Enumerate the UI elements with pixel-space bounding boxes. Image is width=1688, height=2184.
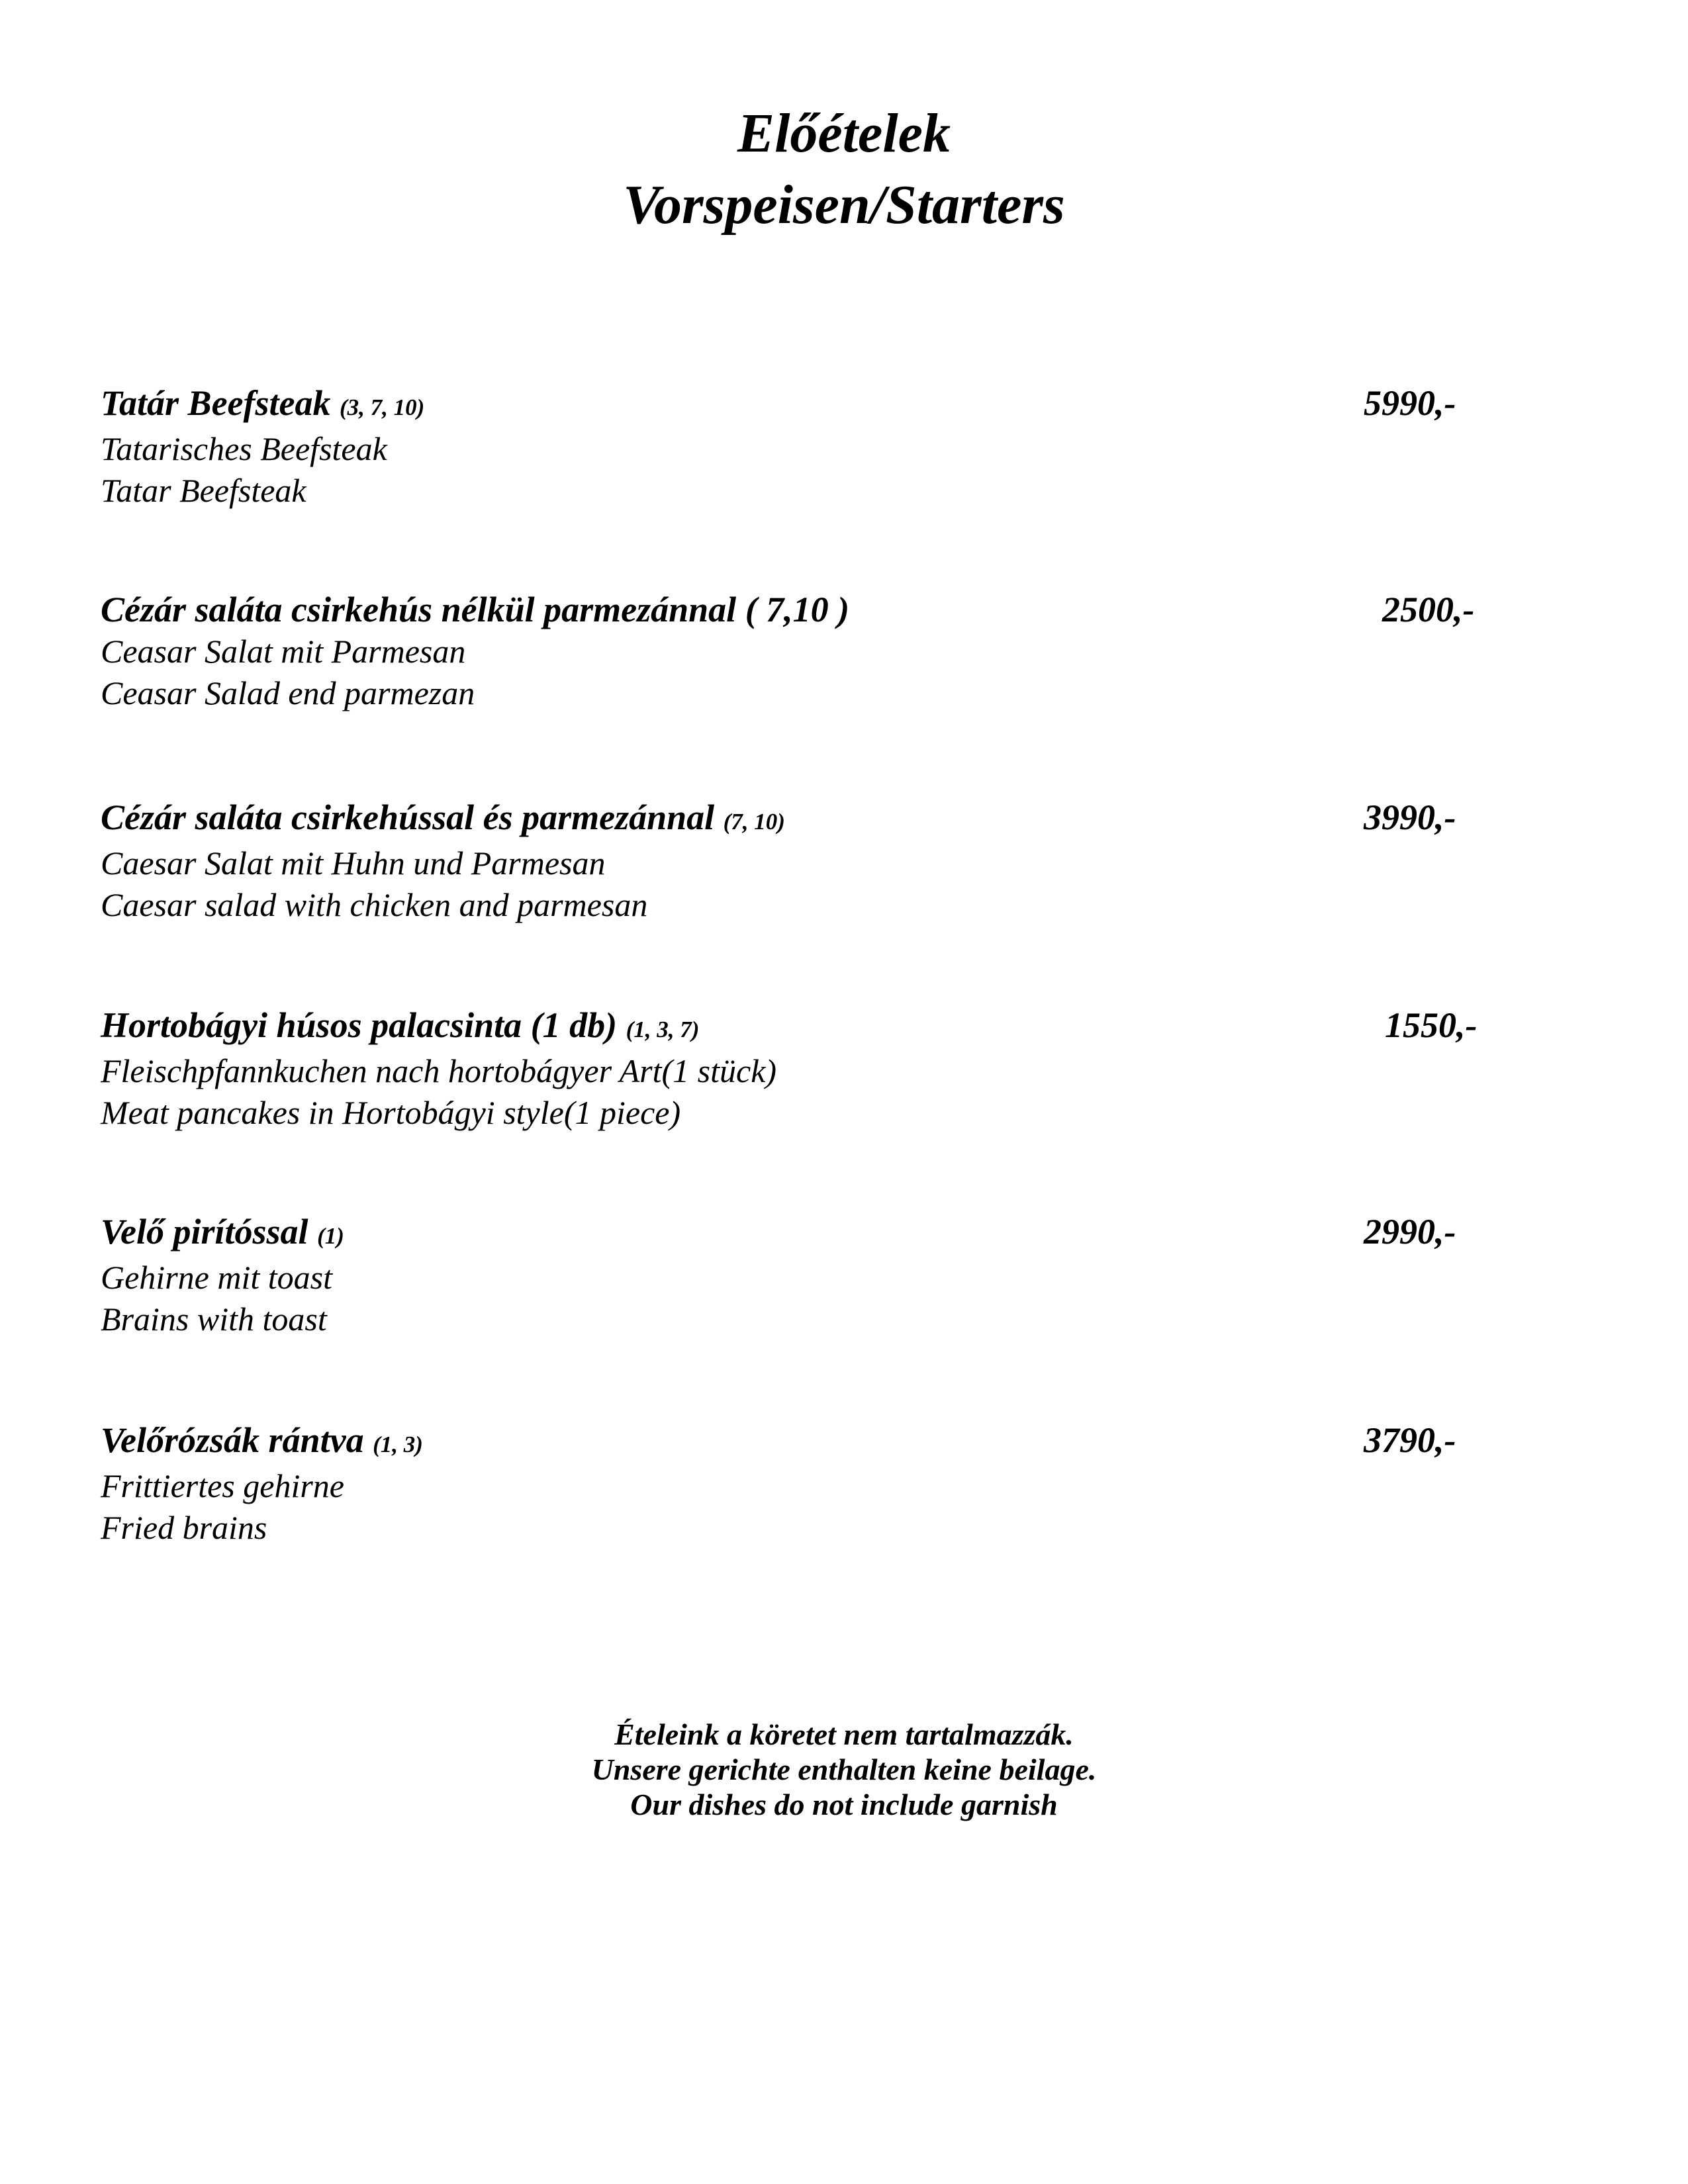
item-allergens: (1, 3)	[373, 1432, 423, 1457]
garnish-note-english: Our dishes do not include garnish	[630, 1788, 1058, 1821]
page-subtitle: Vorspeisen/Starters	[623, 174, 1065, 236]
item-name-line	[101, 1005, 1524, 1050]
item-name-german: Caesar Salat mit Huhn und Parmesan	[101, 844, 606, 882]
item-name: Tatár Beefsteak	[101, 383, 331, 423]
item-allergens: ( 7,10 )	[745, 590, 850, 629]
page-title: Előételek	[737, 103, 951, 164]
item-name-german: Gehirne mit toast	[101, 1259, 332, 1296]
garnish-note	[0, 1717, 1688, 1822]
item-allergens: (7, 10)	[723, 809, 785, 835]
item-name-german: Ceasar Salat mit Parmesan	[101, 633, 466, 670]
item-price: 5990,-	[1364, 383, 1456, 423]
item-name-line	[101, 589, 1524, 631]
menu-item	[101, 797, 1524, 926]
item-name-german: Tatarisches Beefsteak	[101, 430, 387, 467]
item-name-line	[101, 1211, 1524, 1257]
item-name-line	[101, 383, 1524, 428]
item-allergens: (3, 7, 10)	[339, 394, 425, 420]
item-name-german: Fleischpfannkuchen nach hortobágyer Art(1 stück)	[101, 1052, 777, 1089]
item-price: 1550,-	[1385, 1005, 1477, 1045]
menu-item	[101, 383, 1524, 512]
item-name-english: Brains with toast	[101, 1300, 327, 1338]
item-price: 3790,-	[1364, 1420, 1456, 1460]
item-name: Velőrózsák rántva	[101, 1420, 364, 1460]
item-price: 2990,-	[1364, 1212, 1456, 1251]
menu-item	[101, 589, 1524, 714]
menu-item	[101, 1420, 1524, 1549]
item-name-english: Caesar salad with chicken and parmesan	[101, 886, 648, 923]
item-name-line	[101, 797, 1524, 842]
item-name: Cézár saláta csirkehússal és parmezánnal	[101, 797, 715, 837]
garnish-note-german: Unsere gerichte enthalten keine beilage.	[591, 1752, 1097, 1786]
item-price: 3990,-	[1364, 797, 1456, 837]
item-allergens: (1, 3, 7)	[626, 1017, 700, 1042]
item-name-english: Fried brains	[101, 1509, 267, 1546]
item-allergens: (1)	[317, 1223, 344, 1249]
item-name: Cézár saláta csirkehús nélkül parmezánnal	[101, 590, 737, 629]
item-price: 2500,-	[1382, 590, 1475, 629]
item-name-german: Frittiertes gehirne	[101, 1467, 344, 1504]
item-name-english: Tatar Beefsteak	[101, 472, 306, 509]
menu-item	[101, 1211, 1524, 1340]
item-name: Hortobágyi húsos palacsinta (1 db)	[101, 1005, 618, 1045]
menu-item	[101, 1005, 1524, 1134]
item-name: Velő pirítóssal	[101, 1212, 308, 1251]
garnish-note-hungarian: Ételeink a köretet nem tartalmazzák.	[614, 1717, 1074, 1751]
item-name-english: Meat pancakes in Hortobágyi style(1 piece)	[101, 1094, 681, 1131]
item-name-english: Ceasar Salad end parmezan	[101, 674, 475, 711]
item-name-line	[101, 1420, 1524, 1465]
